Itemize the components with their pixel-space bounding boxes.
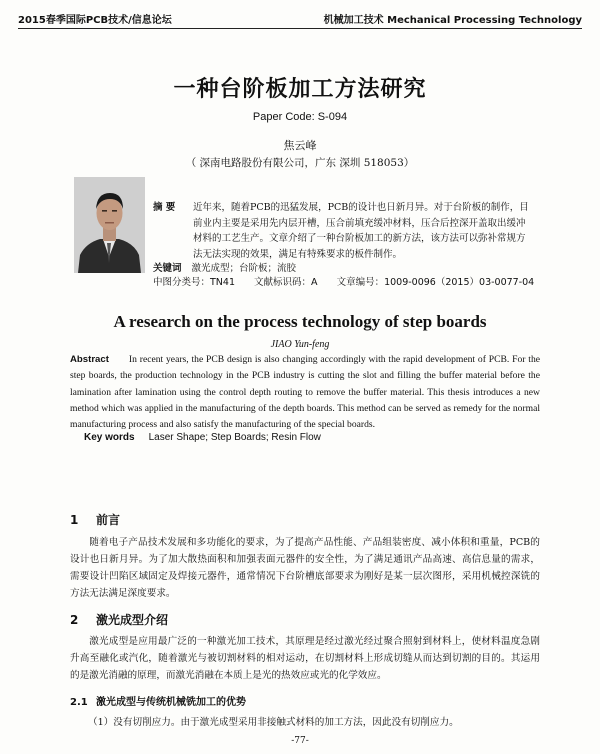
author-portrait-image — [74, 177, 145, 273]
section-title: 前言 — [96, 513, 121, 527]
keywords-en-label: Key words — [84, 432, 135, 443]
english-author: JIAO Yun-feng — [270, 339, 330, 350]
section-1-paragraph: 随着电子产品技术发展和多功能化的要求，为了提高产品性能、产品组装密度、减小体积和重量，PCB的设计也日新月异。为了加大散热面积和加强表面元器件的安全性，为了满足通讯产品高速、高信息量的需求，需要设计凹陷区域固定及焊接元器件，通常情况下台阶槽底部要求为刚好是某一层次图形，采用机械控深铣的方法无法满足深度要求。 — [70, 537, 540, 599]
abstract-en — [70, 352, 540, 433]
author-name: 焦云峰 — [283, 139, 317, 152]
section-title: 激光成型介绍 — [96, 613, 169, 627]
author-affiliation: （ 深南电路股份有限公司，广东 深圳 518053） — [185, 157, 415, 169]
section-number: 1 — [70, 513, 79, 527]
abstract-cn-label: 摘 要 — [153, 202, 176, 213]
subsection-number: 2.1 — [70, 697, 88, 708]
header-right: 机械加工技术 Mechanical Processing Technology — [323, 15, 582, 26]
document-code: 文献标识码：A — [254, 277, 318, 288]
subsection-heading-2-1 — [70, 693, 246, 708]
clc-number: 中图分类号：TN41 — [153, 277, 235, 288]
section-heading-2 — [70, 611, 168, 628]
paper-code: Paper Code: S-094 — [252, 111, 348, 123]
classification-line — [153, 274, 550, 288]
running-header — [18, 8, 582, 29]
article-number: 文章编号：1009-0096（2015）03-0077-04 — [336, 277, 535, 288]
author-photo — [74, 177, 145, 273]
keywords-cn-label: 关键词 — [153, 263, 182, 274]
section-2-paragraph: 激光成型是应用最广泛的一种激光加工技术，其原理是经过激光经过聚合照射到材料上，使材料温度急剧升高至融化或汽化，随着激光与被切割材料的相对运动，在切割材料上形成切缝从而达到切割的目的。其运用的是激光消融的原理，而激光消融在本质上是光的热效应或光的化学效应。 — [70, 636, 540, 681]
abstract-cn — [153, 200, 533, 262]
keywords-en-text: Laser Shape; Step Boards; Resin Flow — [148, 432, 321, 443]
english-title: A research on the process technology of step boards — [113, 312, 487, 331]
paper-title: 一种台阶板加工方法研究 — [173, 77, 427, 102]
page-number: -77- — [291, 736, 309, 746]
abstract-en-text: In recent years, the PCB design is also changing accordingly with the rapid development of PCB. For the step boards, the production technology in the PCB industry is cutting the slot and filling the buffer material before the lamination after lamination using the control depth routing to remove the buffer material. This thesis introduces a new method which was applied in the manufacturing of the depth boards. This method can be served as remedy for the normal manufacturing process and also satisfy the manufacturing of the special boards. — [70, 354, 540, 431]
list-item: （1）没有切削应力。由于激光成型采用非接触式材料的加工方法，因此没有切削应力。 — [88, 717, 459, 728]
abstract-en-label: Abstract — [70, 354, 109, 365]
subsection-title: 激光成型与传统机械铣加工的优势 — [96, 697, 246, 708]
keywords-cn-text: 激光成型；台阶板；流胶 — [191, 263, 297, 274]
section-number: 2 — [70, 613, 79, 627]
abstract-cn-text: 近年来，随着PCB的迅猛发展，PCB的设计也日新月异。对于台阶板的制作，目前业内主要是采用先内层开槽，压合前填充缓冲材料，压合后控深开盖取出缓冲材料的工艺生产。文章介绍了一种台阶板加工的新方法，该方法可以弥补常规方法无法实现的效果，满足有特殊要求的板件制作。 — [193, 202, 529, 260]
header-left: 2015春季国际PCB技术/信息论坛 — [18, 15, 172, 26]
keywords-en — [84, 432, 321, 443]
section-heading-1 — [70, 511, 120, 528]
keywords-cn — [153, 260, 296, 274]
